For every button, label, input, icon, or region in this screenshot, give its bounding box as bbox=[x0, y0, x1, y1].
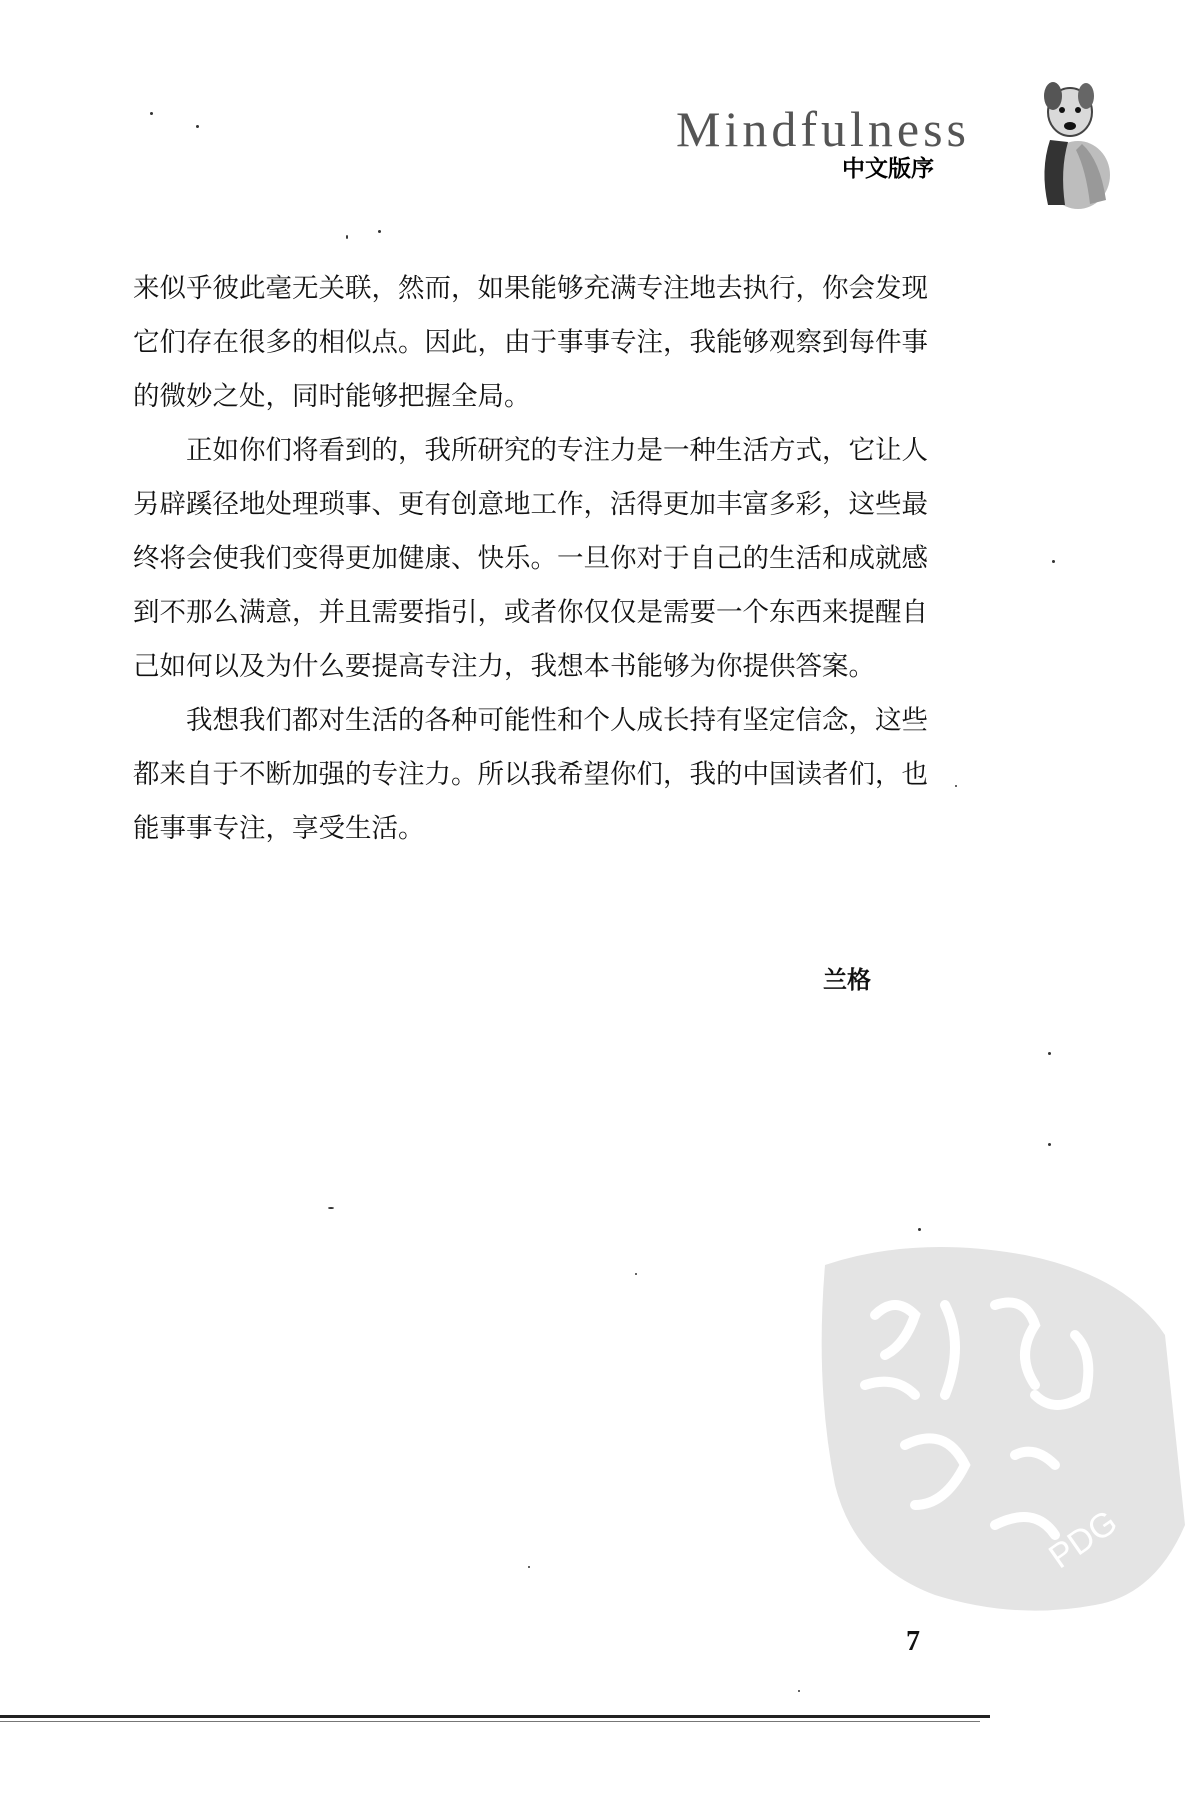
scan-speck bbox=[346, 235, 348, 239]
scan-speck bbox=[1048, 1143, 1051, 1146]
page-number: 7 bbox=[906, 1626, 920, 1657]
watermark-stamp bbox=[795, 1225, 1192, 1625]
scan-speck bbox=[1048, 1052, 1051, 1055]
signature: 兰格 bbox=[823, 965, 871, 994]
scan-speck bbox=[955, 785, 957, 787]
scan-speck bbox=[378, 230, 381, 233]
header-title: Mindfulness bbox=[676, 101, 970, 157]
scan-speck bbox=[150, 112, 153, 115]
bottom-rule-thin bbox=[0, 1721, 980, 1722]
bottom-rule bbox=[0, 1715, 990, 1718]
paragraph: 正如你们将看到的，我所研究的专注力是一种生活方式，它让人另辟蹊径地处理琐事、更有创意地工作，活得更加丰富多彩，这些最终将会使我们变得更加健康、快乐。一旦你对于自己的生活和成就感到不那么满意，并且需要指引，或者你仅仅是需要一个东西来提醒自己如何以及为什么要提高专注力，我想本书能够为你提供答案。 bbox=[133, 435, 928, 682]
watermark-text: PDG bbox=[1042, 1502, 1125, 1577]
scan-speck bbox=[798, 1690, 800, 1692]
paragraph: 我想我们都对生活的各种可能性和个人成长持有坚定信念，这些都来自于不断加强的专注力。所以我希望你们，我的中国读者们，也能事事专注，享受生活。 bbox=[133, 705, 928, 844]
header-subtitle: 中文版序 bbox=[842, 156, 934, 182]
scan-speck bbox=[528, 1566, 530, 1568]
paragraph-continuation: 来似乎彼此毫无关联，然而，如果能够充满专注地去执行，你会发现它们存在很多的相似点。因此，由于事事专注，我能够观察到每件事的微妙之处，同时能够把握全局。 bbox=[133, 273, 928, 412]
scan-speck bbox=[328, 1207, 334, 1209]
dog-illustration bbox=[1020, 80, 1120, 210]
scan-speck bbox=[635, 1273, 637, 1275]
scan-speck bbox=[196, 125, 199, 128]
body-text bbox=[133, 262, 943, 856]
scan-speck bbox=[1052, 560, 1055, 563]
scan-speck bbox=[918, 1228, 921, 1231]
